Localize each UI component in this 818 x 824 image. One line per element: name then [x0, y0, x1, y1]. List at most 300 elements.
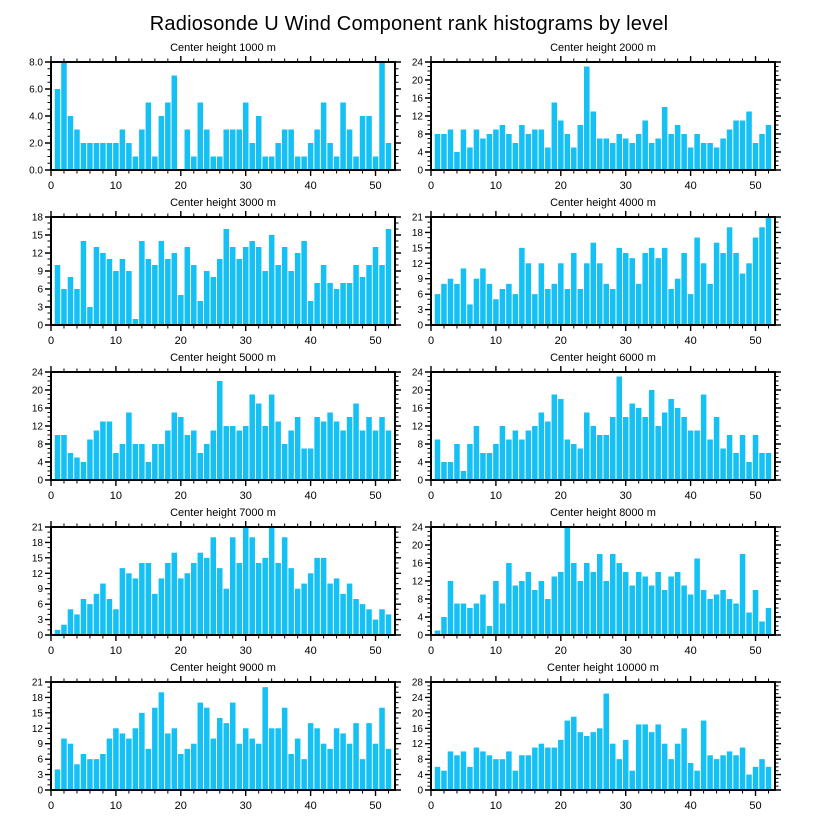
histogram-bar	[146, 749, 152, 790]
histogram-bar	[636, 408, 642, 480]
histogram-bar	[623, 572, 629, 635]
y-tick-label: 16	[411, 723, 423, 735]
histogram-bar	[629, 404, 635, 481]
x-tick-label: 10	[109, 800, 123, 812]
histogram-bar	[340, 103, 346, 171]
histogram-bar	[707, 440, 713, 481]
histogram-bar	[211, 157, 217, 171]
histogram-bar	[340, 283, 346, 325]
histogram-bar	[623, 417, 629, 480]
y-tick-label: 3	[37, 615, 43, 627]
histogram-bar	[558, 572, 564, 635]
histogram-bar	[94, 247, 100, 325]
histogram-bar	[165, 733, 171, 790]
histogram-bar	[81, 462, 87, 480]
histogram-bar	[467, 304, 473, 325]
histogram-bar	[720, 755, 726, 790]
histogram-bar	[113, 453, 119, 480]
x-tick-label: 50	[749, 180, 762, 192]
histogram-bar	[746, 462, 752, 480]
histogram-bar	[68, 116, 74, 170]
histogram-bar	[236, 431, 242, 481]
histogram-bar	[230, 130, 236, 171]
histogram-bar	[165, 563, 171, 635]
y-tick-label: 8	[417, 594, 423, 606]
histogram-bar	[441, 462, 447, 480]
histogram-bar	[740, 274, 746, 325]
histogram-bar	[565, 527, 571, 635]
histogram-bar	[249, 143, 255, 170]
y-tick-label: 4.0	[29, 111, 43, 123]
histogram-bar	[629, 771, 635, 790]
histogram-bar	[545, 422, 551, 481]
histogram-bar	[668, 759, 674, 790]
histogram-bar	[133, 578, 139, 635]
histogram-bar	[480, 139, 486, 171]
y-tick-label: 12	[31, 248, 43, 260]
y-tick-label: 4	[37, 457, 43, 469]
y-tick-label: 9	[417, 274, 423, 286]
x-tick-label: 40	[684, 335, 697, 347]
histogram-bar	[513, 771, 519, 790]
histogram-bar	[603, 284, 609, 325]
histogram-bar	[159, 444, 165, 480]
y-tick-label: 8	[37, 439, 43, 451]
x-tick-label: 0	[427, 800, 435, 812]
histogram-bar	[249, 395, 255, 481]
histogram-bar	[597, 435, 603, 480]
histogram-bar	[386, 614, 392, 635]
x-tick-label: 0	[47, 645, 55, 657]
y-tick-label: 0	[417, 165, 423, 177]
histogram-bar	[733, 121, 739, 171]
histogram-bar	[249, 739, 255, 790]
histogram-bar	[480, 453, 486, 480]
histogram-bar	[448, 130, 454, 171]
histogram-bar	[519, 440, 525, 481]
histogram-bar	[152, 594, 158, 635]
histogram-bar	[435, 134, 441, 170]
histogram-bar	[373, 157, 379, 171]
histogram-bar	[584, 413, 590, 481]
histogram-bar	[636, 284, 642, 325]
histogram-bar	[347, 417, 353, 480]
histogram-bar	[655, 426, 661, 480]
x-tick-label: 30	[619, 800, 632, 812]
x-tick-label: 50	[749, 335, 762, 347]
histogram-bar	[474, 130, 480, 171]
histogram-bar	[506, 563, 512, 635]
histogram-bar	[81, 143, 87, 170]
histogram-bar	[314, 417, 320, 480]
y-tick-label: 16	[411, 93, 423, 105]
histogram-bar	[668, 134, 674, 170]
histogram-bar	[68, 277, 74, 325]
histogram-bar	[126, 143, 132, 170]
histogram-bar	[454, 755, 460, 790]
histogram-bar	[133, 728, 139, 790]
histogram-bar	[68, 609, 74, 635]
histogram-bar	[578, 581, 584, 635]
histogram-bar	[185, 573, 191, 635]
histogram-bar	[552, 577, 558, 636]
y-tick-label: 15	[31, 230, 43, 242]
histogram-bar	[334, 157, 340, 171]
subplot-title: Center height 1000 m	[170, 42, 276, 54]
histogram-bar	[275, 265, 281, 325]
histogram-bar	[435, 767, 441, 790]
y-tick-label: 28	[411, 677, 423, 689]
y-tick-label: 20	[31, 385, 43, 397]
histogram-bar	[223, 723, 229, 790]
histogram-bar	[230, 703, 236, 790]
histogram-bar	[565, 440, 571, 481]
histogram-bar	[714, 148, 720, 171]
histogram-bar	[766, 608, 772, 635]
histogram-bar	[282, 247, 288, 325]
histogram-bar	[629, 143, 635, 170]
y-tick-label: 9	[37, 584, 43, 596]
y-tick-label: 8	[417, 754, 423, 766]
histogram-bar	[74, 289, 80, 325]
histogram-bar	[506, 284, 512, 325]
histogram-bar	[236, 130, 242, 171]
histogram-bar	[532, 294, 538, 325]
histogram-bar	[610, 554, 616, 635]
x-tick-label: 0	[427, 645, 435, 657]
histogram-bar	[288, 431, 294, 481]
histogram-bar	[61, 739, 67, 790]
histogram-bar	[649, 732, 655, 790]
x-tick-label: 20	[554, 645, 567, 657]
histogram-bar	[616, 248, 622, 325]
histogram-bar	[74, 458, 80, 481]
histogram-bar	[642, 121, 648, 171]
histogram-bar	[366, 723, 372, 790]
histogram-bar	[139, 130, 145, 171]
subplot	[23, 196, 403, 348]
histogram-bar	[100, 253, 106, 325]
histogram-bar	[636, 724, 642, 790]
subplot	[23, 661, 403, 813]
histogram-bar	[126, 271, 132, 325]
histogram-bar	[386, 749, 392, 790]
histogram-bar	[591, 426, 597, 480]
histogram-bar	[217, 157, 223, 171]
histogram-bar	[308, 143, 314, 170]
histogram-bar	[282, 130, 288, 171]
histogram-bar	[269, 527, 275, 635]
histogram-bar	[379, 417, 385, 480]
x-tick-label: 0	[47, 180, 55, 192]
histogram-bar	[107, 143, 113, 170]
histogram-bar	[61, 625, 67, 635]
y-tick-label: 2.0	[29, 138, 43, 150]
histogram-bar	[152, 157, 158, 171]
histogram-bar	[275, 143, 281, 170]
histogram-bar	[256, 116, 262, 170]
histogram-bar	[159, 116, 165, 170]
histogram-bar	[146, 462, 152, 480]
histogram-bar	[733, 253, 739, 325]
histogram-bar	[146, 563, 152, 635]
histogram-bar	[623, 740, 629, 790]
histogram-bar	[766, 217, 772, 325]
histogram-bar	[211, 537, 217, 635]
histogram-bar	[571, 717, 577, 790]
histogram-bar	[340, 594, 346, 635]
x-tick-label: 0	[47, 800, 55, 812]
histogram-bar	[120, 259, 126, 325]
y-tick-label: 12	[411, 739, 423, 751]
histogram-bar	[487, 284, 493, 325]
rank-histogram-plot	[403, 55, 783, 193]
x-tick-label: 20	[554, 180, 567, 192]
histogram-bar	[120, 568, 126, 635]
histogram-bar	[701, 263, 707, 325]
y-tick-label: 24	[31, 367, 43, 379]
histogram-bar	[295, 739, 301, 790]
histogram-bar	[120, 733, 126, 790]
histogram-bar	[146, 103, 152, 171]
histogram-bar	[526, 572, 532, 635]
y-tick-label: 20	[411, 540, 423, 552]
histogram-bar	[81, 599, 87, 635]
histogram-bar	[616, 563, 622, 635]
histogram-bar	[545, 148, 551, 171]
x-tick-label: 10	[109, 645, 123, 657]
histogram-bar	[74, 764, 80, 790]
histogram-bar	[334, 422, 340, 481]
histogram-bar	[441, 617, 447, 635]
histogram-bar	[288, 754, 294, 790]
histogram-bar	[223, 229, 229, 325]
histogram-bar	[714, 417, 720, 480]
histogram-bar	[81, 754, 87, 790]
histogram-bar	[668, 289, 674, 325]
x-tick-label: 30	[239, 645, 252, 657]
histogram-bar	[539, 130, 545, 171]
subplot-title: Center height 7000 m	[170, 507, 276, 519]
histogram-bar	[373, 431, 379, 481]
y-tick-label: 0	[37, 320, 43, 332]
x-tick-label: 0	[427, 180, 435, 192]
histogram-bar	[308, 449, 314, 481]
y-tick-label: 24	[411, 57, 423, 69]
histogram-bar	[230, 247, 236, 325]
histogram-bar	[223, 130, 229, 171]
y-tick-label: 12	[31, 421, 43, 433]
histogram-bar	[707, 755, 713, 790]
histogram-bar	[558, 263, 564, 325]
x-tick-label: 40	[684, 180, 697, 192]
histogram-bar	[107, 422, 113, 481]
histogram-bar	[753, 590, 759, 635]
histogram-bar	[513, 294, 519, 325]
histogram-bar	[379, 708, 385, 790]
subplot	[403, 661, 783, 813]
histogram-bar	[616, 377, 622, 481]
histogram-bar	[373, 620, 379, 635]
histogram-bar	[720, 253, 726, 325]
histogram-bar	[295, 417, 301, 480]
histogram-bar	[269, 235, 275, 325]
histogram-bar	[204, 558, 210, 635]
histogram-bar	[565, 134, 571, 170]
histogram-bar	[314, 728, 320, 790]
histogram-bar	[301, 157, 307, 171]
y-tick-label: 4	[417, 612, 423, 624]
y-tick-label: 18	[31, 537, 43, 549]
histogram-bar	[584, 736, 590, 790]
histogram-bar	[373, 744, 379, 790]
minor-ticks	[48, 369, 399, 484]
histogram-bar	[733, 755, 739, 790]
histogram-bar	[519, 125, 525, 170]
y-tick-label: 21	[411, 212, 423, 224]
histogram-bar	[139, 241, 145, 325]
y-tick-label: 15	[31, 553, 43, 565]
y-tick-label: 3	[417, 305, 423, 317]
subplot	[23, 41, 403, 193]
histogram-bar	[545, 289, 551, 325]
histogram-bar	[616, 134, 622, 170]
histogram-bar	[386, 143, 392, 170]
histogram-bar	[295, 253, 301, 325]
histogram-bar	[172, 728, 178, 790]
histogram-bar	[597, 263, 603, 325]
histogram-bar	[532, 590, 538, 635]
histogram-bar	[353, 265, 359, 325]
histogram-bar	[347, 130, 353, 171]
minor-ticks	[48, 524, 399, 639]
histogram-bar	[461, 130, 467, 171]
x-tick-label: 0	[427, 335, 435, 347]
rank-histogram-plot	[23, 520, 403, 658]
histogram-bar	[487, 453, 493, 480]
histogram-bar	[720, 139, 726, 171]
histogram-bar	[178, 417, 184, 480]
y-tick-label: 8.0	[29, 57, 43, 69]
histogram-bar	[558, 399, 564, 480]
histogram-bar	[539, 581, 545, 635]
histogram-bar	[753, 767, 759, 790]
histogram-bar	[727, 130, 733, 171]
histogram-bar	[191, 744, 197, 790]
histogram-bar	[87, 143, 93, 170]
histogram-bar	[68, 453, 74, 480]
histogram-bar	[591, 243, 597, 325]
histogram-bar	[513, 431, 519, 481]
histogram-bar	[493, 130, 499, 171]
histogram-bar	[603, 581, 609, 635]
histogram-bar	[526, 431, 532, 481]
histogram-bar	[558, 121, 564, 171]
histogram-bar	[308, 573, 314, 635]
x-tick-label: 40	[304, 335, 317, 347]
x-tick-label: 20	[174, 645, 187, 657]
histogram-bar	[172, 76, 178, 171]
histogram-bar	[243, 103, 249, 171]
histogram-bar	[334, 289, 340, 325]
histogram-bar	[113, 609, 119, 635]
y-tick-label: 0	[37, 630, 43, 642]
histogram-bar	[655, 572, 661, 635]
histogram-bar	[288, 568, 294, 635]
histogram-bar	[694, 238, 700, 325]
y-tick-label: 3	[37, 302, 43, 314]
histogram-bar	[198, 553, 204, 635]
histogram-bar	[487, 626, 493, 635]
x-tick-label: 40	[304, 180, 317, 192]
histogram-bar	[506, 134, 512, 170]
histogram-bar	[217, 259, 223, 325]
rank-histogram-plot	[23, 365, 403, 503]
x-tick-label: 50	[749, 645, 762, 657]
histogram-bar	[191, 157, 197, 171]
histogram-bar	[435, 440, 441, 481]
x-tick-label: 50	[369, 800, 382, 812]
histogram-bar	[236, 259, 242, 325]
histogram-bar	[649, 586, 655, 636]
histogram-bar	[230, 537, 236, 635]
histogram-bar	[211, 739, 217, 790]
histogram-bar	[152, 265, 158, 325]
y-tick-label: 0.0	[29, 165, 43, 177]
histogram-bar	[513, 143, 519, 170]
histogram-bar	[532, 748, 538, 790]
histogram-bar	[571, 148, 577, 171]
histogram-bar	[766, 125, 772, 170]
histogram-bar	[308, 301, 314, 325]
histogram-bar	[55, 769, 61, 790]
histogram-bar	[165, 431, 171, 481]
rank-histogram-plot	[403, 520, 783, 658]
y-tick-label: 21	[31, 522, 43, 534]
histogram-bar	[759, 134, 765, 170]
x-tick-label: 10	[489, 800, 503, 812]
histogram-bar	[87, 440, 93, 481]
histogram-bar	[740, 748, 746, 790]
histogram-bar	[662, 248, 668, 325]
histogram-bar	[340, 733, 346, 790]
y-tick-label: 18	[31, 212, 43, 224]
histogram-bar	[597, 139, 603, 171]
histogram-bar	[126, 739, 132, 790]
histogram-bar	[714, 759, 720, 790]
histogram-bar	[172, 413, 178, 481]
histogram-bar	[558, 740, 564, 790]
histogram-bar	[668, 399, 674, 480]
histogram-bar	[532, 426, 538, 480]
histogram-bar	[636, 572, 642, 635]
histogram-bar	[178, 578, 184, 635]
histogram-bar	[584, 67, 590, 171]
histogram-bar	[159, 241, 165, 325]
y-tick-label: 0	[417, 320, 423, 332]
subplot	[403, 506, 783, 658]
y-tick-label: 0	[417, 475, 423, 487]
minor-ticks	[48, 679, 399, 794]
x-tick-label: 50	[749, 800, 762, 812]
histogram-bar	[81, 241, 87, 325]
histogram-bar	[139, 563, 145, 635]
histogram-bar	[379, 609, 385, 635]
histogram-bar	[616, 759, 622, 790]
x-tick-label: 20	[554, 335, 567, 347]
histogram-bar	[308, 723, 314, 790]
x-tick-label: 50	[369, 180, 382, 192]
